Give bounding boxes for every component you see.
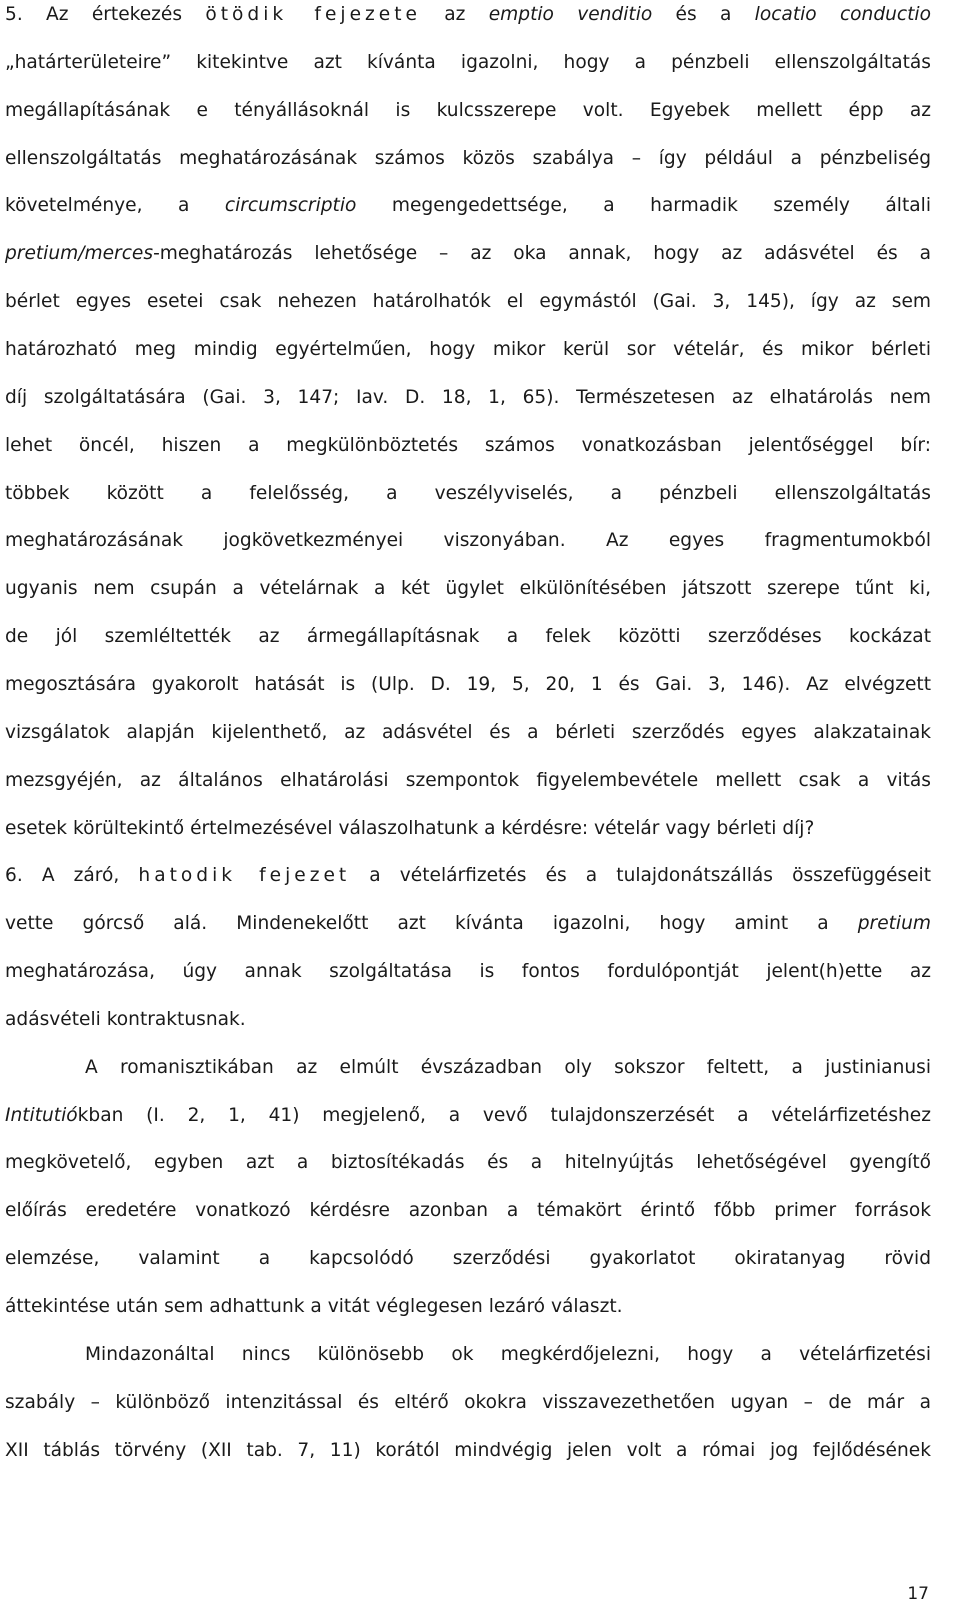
text-run: többek között a felelősség, a veszélyviselés, a pénzbeli ellenszolgáltatás	[5, 482, 931, 504]
text-run: megkövetelő, egyben azt a biztosítékadás és a hitelnyújtás lehetőségével gyengítő	[5, 1152, 931, 1174]
text-run: esetek körültekintő értelmezésével válaszolhatunk a kérdésre: vételár vagy bérleti díj?	[5, 817, 815, 839]
text-run: A romanisztikában az elmúlt évszázadban oly sokszor feltett, a justinianusi	[85, 1056, 931, 1078]
text-line	[5, 1139, 931, 1187]
text-line	[5, 1379, 931, 1427]
text-line	[5, 565, 931, 613]
text-line	[5, 900, 931, 948]
text-run: XII táblás törvény (XII tab. 7, 11) korától mindvégig jelen volt a római jog fejlődésének	[5, 1439, 931, 1461]
text-run: lehet öncél, hiszen a megkülönböztetés számos vonatkozásban jelentőséggel bír:	[5, 434, 931, 456]
text-run: megengedettsége, a harmadik személy általi	[356, 195, 931, 217]
text-line	[5, 182, 931, 230]
italic-text: circumscriptio	[224, 195, 357, 217]
text-run: a vételárfizetés és a tulajdonátszállás összefüggéseit	[350, 865, 931, 887]
text-run: de jól szemléltették az ármegállapításnak a felek közötti szerződéses kockázat	[5, 626, 931, 648]
spaced-text: hatodik fejezet	[138, 865, 351, 887]
spaced-text: ötödik fejezete	[205, 4, 421, 25]
text-run: megosztására gyakorolt hatását is (Ulp. D. 19, 5, 20, 1 és Gai. 3, 146). Az elvégzett	[5, 673, 931, 695]
text-line	[5, 1187, 931, 1235]
text-run: bérlet egyes esetei csak nehezen határolhatók el egymástól (Gai. 3, 145), így az sem	[5, 291, 931, 313]
text-run: ugyanis nem csupán a vételárnak a két ügylet elkülönítésében játszott szerepe tűnt ki,	[5, 578, 931, 600]
text-line	[5, 1235, 931, 1283]
text-run: kban (I. 2, 1, 41) megjelenő, a vevő tulajdonszerzését a vételárfizetéshez	[77, 1104, 931, 1126]
text-run: és a	[652, 4, 755, 25]
text-run: adásvételi kontraktusnak.	[5, 1008, 246, 1030]
text-line	[5, 852, 931, 900]
text-run: meghatározásának jogkövetkezményei viszonyában. Az egyes fragmentumokból	[5, 530, 931, 552]
text-run: megállapításának e tényállásoknál is kulcsszerepe volt. Egyebek mellett épp az	[5, 99, 931, 121]
text-run: az	[420, 4, 489, 25]
text-line	[5, 661, 931, 709]
text-line	[5, 374, 931, 422]
text-line	[5, 805, 931, 853]
text-line	[5, 0, 931, 39]
text-run: vette górcső alá. Mindenekelőtt azt kívánta igazolni, hogy amint a	[5, 913, 858, 935]
italic-text: Intitutió	[5, 1104, 78, 1126]
text-line	[5, 470, 931, 518]
italic-text: pretium	[857, 913, 931, 935]
text-run: előírás eredetére vonatkozó kérdésre azonban a témakört érintő főbb primer források	[5, 1200, 931, 1222]
text-run: díj szolgáltatására (Gai. 3, 147; Iav. D. 18, 1, 65). Természetesen az elhatárolás nem	[5, 386, 931, 408]
italic-text: locatio conductio	[754, 4, 931, 25]
text-run: meghatározása, úgy annak szolgáltatása is fontos fordulópontját jelent(h)ette az	[5, 961, 931, 982]
text-line	[5, 278, 931, 326]
text-run: áttekintése után sem adhattunk a vitát véglegesen lezáró választ.	[5, 1296, 623, 1317]
text-line	[85, 1331, 931, 1379]
italic-text: pretium/merces	[5, 243, 154, 265]
text-line	[5, 135, 931, 183]
text-run: követelménye, a	[5, 195, 225, 217]
page-number: 17	[907, 1584, 929, 1604]
text-run: szabály – különböző intenzitással és eltérő okokra visszavezethetően ugyan – de már a	[5, 1391, 931, 1413]
text-run: ellenszolgáltatás meghatározásának számos közös szabálya – így például a pénzbeliség	[5, 147, 931, 169]
text-line	[5, 39, 931, 87]
text-line	[5, 1092, 931, 1140]
text-run: „határterületeire” kitekintve azt kívánta igazolni, hogy a pénzbeli ellenszolgáltatás	[5, 51, 931, 73]
text-line	[5, 613, 931, 661]
text-line	[5, 517, 931, 565]
text-line	[5, 948, 931, 996]
italic-text: emptio venditio	[488, 4, 653, 25]
text-line	[5, 326, 931, 374]
text-run: elemzése, valamint a kapcsolódó szerződési gyakorlatot okiratanyag rövid	[5, 1248, 931, 1270]
text-line	[5, 1283, 931, 1331]
text-line	[5, 87, 931, 135]
text-run: vizsgálatok alapján kijelenthető, az adásvétel és a bérleti szerződés egyes alakzatainak	[5, 721, 931, 743]
text-line	[5, 1427, 931, 1475]
text-line	[85, 1044, 931, 1092]
text-run: Mindazonáltal nincs különösebb ok megkérdőjelezni, hogy a vételárfizetési	[85, 1343, 931, 1365]
text-line	[5, 230, 931, 278]
text-line	[5, 422, 931, 470]
text-run: mezsgyéjén, az általános elhatárolási szempontok figyelembevétele mellett csak a vitás	[5, 769, 931, 791]
text-line	[5, 709, 931, 757]
text-run: 6. A záró,	[5, 865, 139, 887]
text-run: -meghatározás lehetősége – az oka annak, hogy az adásvétel és a	[153, 243, 931, 265]
text-run: határozható meg mindig egyértelműen, hogy mikor kerül sor vételár, és mikor bérleti	[5, 338, 931, 360]
text-line	[5, 996, 931, 1044]
text-run: 5. Az értekezés	[5, 4, 206, 25]
text-line	[5, 757, 931, 805]
